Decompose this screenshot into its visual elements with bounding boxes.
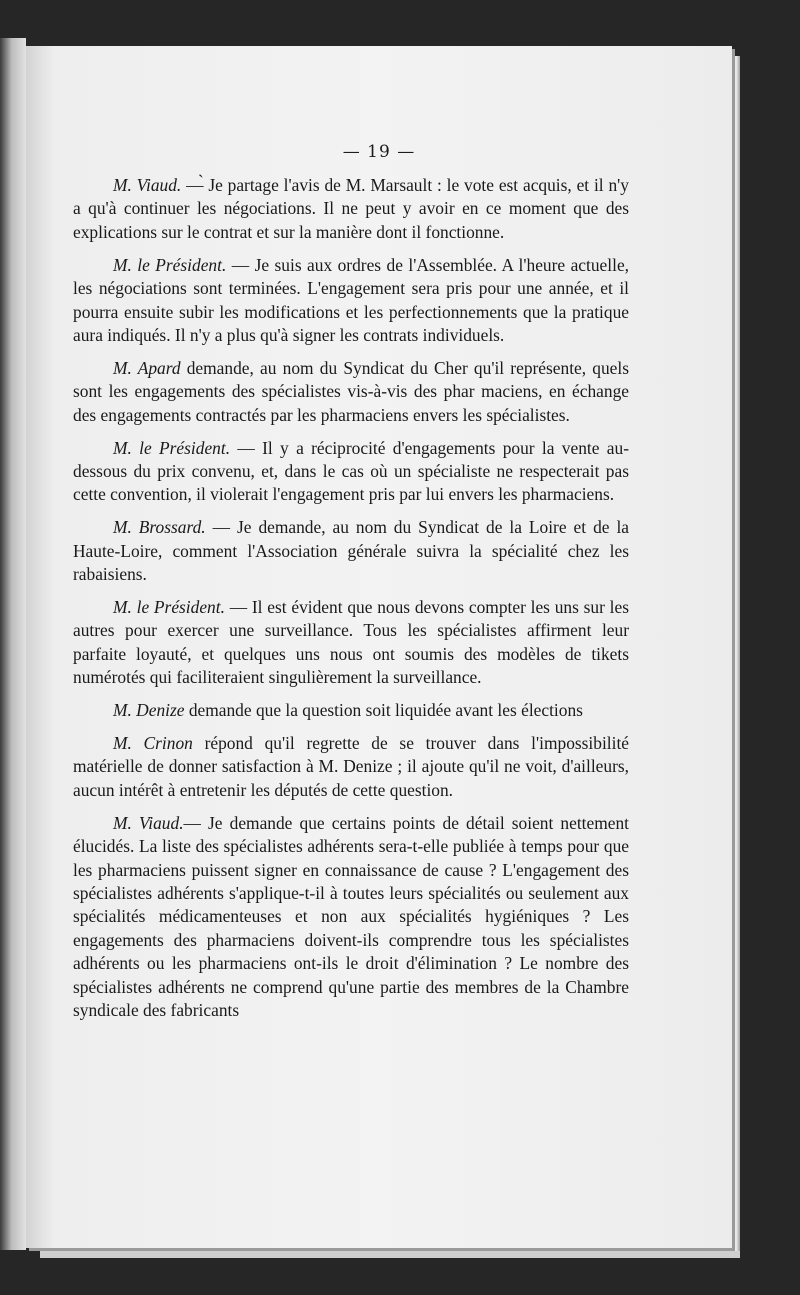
speaker-name: M. le Président. — [113, 437, 231, 458]
paragraph-text: — Je suis aux ordres de l'Assemblée. A l'heure actuelle, les négociations sont terminées. L'engagement sera pris pour une année, et il pourra ensuite subir les modifications et les perfectionnements que la pratique aura indiqués. Il n'y a plus qu'à signer les contrats individuels. — [73, 254, 630, 345]
speaker-name: M. Viaud. — [113, 812, 184, 833]
page-number: — 19 — — [342, 142, 416, 162]
speaker-name: M. le Président. — [113, 254, 227, 275]
speaker-name: M. Crinon — [113, 733, 193, 754]
speaker-name: M. le Président. — [113, 597, 225, 617]
paragraph-text: — Il est évident que nous devons compter les uns sur les autres pour exercer une surveillance. Tous les spécialistes affirment leur parfaite loyauté, et quelques uns nous ont soumis des modèles de tikets numérotés qui faciliteraient singulièrement la surveillance. — [73, 597, 630, 688]
paragraph-text: demande, au nom du Syndicat du Cher qu'il représente, quels sont les engagements des spécialistes vis-à-vis des phar maciens, en échange des engagements contractés par les pharmaciens envers les spécialistes. — [73, 357, 630, 425]
book-spine — [0, 38, 26, 1250]
paragraph — [73, 437, 629, 507]
paragraph — [73, 516, 629, 586]
page-text — [73, 174, 629, 1032]
paragraph-text: — Je demande, au nom du Syndicat de la Loire et de la Haute-Loire, comment l'Association générale suivra la spécialité chez les rabaisiens. — [73, 517, 630, 585]
speaker-name: M. Viaud. — [113, 175, 182, 195]
paragraph — [73, 732, 629, 802]
page-edge — [732, 56, 740, 1251]
paragraph — [73, 596, 629, 690]
paragraph-text: demande que la question soit liquidée avant les élections — [184, 700, 583, 721]
speaker-name: M. Brossard. — [113, 517, 206, 538]
paragraph-text: —̀ Je partage l'avis de M. Marsault : le vote est acquis, et il n'y a qu'à continuer les négociations. Il ne peut y avoir en ce moment que des explications sur le contrat et sur la manière dont il fonctionne. — [73, 175, 629, 242]
paragraph — [73, 174, 629, 244]
book-page — [26, 46, 732, 1248]
paragraph — [73, 357, 629, 427]
paragraph — [73, 254, 629, 348]
paragraph-text: — Il y a réciprocité d'engagements pour la vente au-dessous du prix convenu, et, dans le cas où un spécialiste ne respecterait pas cette convention, il violerait l'engagement pris par lui envers les pharmaciens. — [73, 437, 630, 505]
speaker-name: M. Apard — [113, 357, 181, 378]
paragraph — [73, 699, 629, 722]
paragraph-text: — Je demande que certains points de détail soient nettement élucidés. La liste des spécialistes adhérents sera-t-elle publiée à temps pour que les pharmaciens puissent signer en connaissance de cause ? L'engagement des spécialistes adhérents s'applique-t-il à toutes leurs spécialités ou seulement aux spécialités médicamenteuses et non aux spécialités hygiéniques ? Les engagements des pharmaciens doivent-ils comprendre tous les spécialistes adhérents ou les pharmaciens ont-ils le droit d'élimination ? Le nombre des spécialistes adhérents ne comprend qu'une partie des membres de la Chambre syndicale des fabricants — [73, 812, 629, 1020]
speaker-name: M. Denize — [113, 700, 185, 721]
paragraph — [73, 812, 629, 1023]
paragraph-text: répond qu'il regrette de se trouver dans l'impossibilité matérielle de donner satisfaction à M. Denize ; il ajoute qu'il ne voit, d'ailleurs, aucun intérêt à entretenir les députés de cette question. — [73, 733, 629, 800]
